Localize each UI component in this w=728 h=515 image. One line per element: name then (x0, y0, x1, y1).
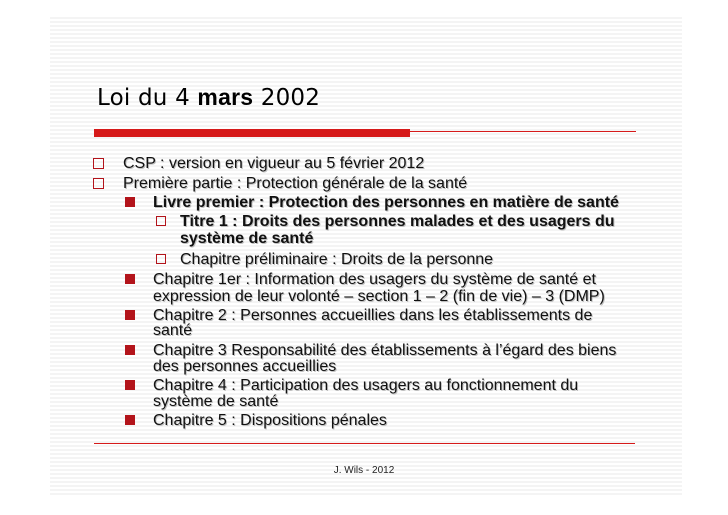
bullet-chapitre-2-line2: santé (153, 322, 193, 339)
bullet-chapitre-5: Chapitre 5 : Dispositions pénales (153, 412, 387, 429)
title-suffix: 2002 (253, 85, 321, 111)
bullet-chapitre-1-line2: expression de leur volonté – section 1 – 2 (fin de vie) – 3 (DMP) (153, 288, 605, 305)
hollow-square-bullet-icon (156, 254, 166, 264)
bullet-titre-1-line2: système de santé (180, 230, 314, 247)
filled-square-bullet-icon (125, 197, 135, 207)
slide-footer: J. Wils - 2012 (333, 465, 395, 476)
filled-square-bullet-icon (125, 345, 135, 355)
filled-square-bullet-icon (125, 310, 135, 320)
bullet-livre-premier: Livre premier : Protection des personnes en matière de santé (153, 194, 619, 211)
bullet-chapitre-1-line1: Chapitre 1er : Information des usagers du système de santé et (153, 271, 596, 288)
title-underline-line (410, 131, 636, 132)
hollow-square-bullet-icon (156, 216, 166, 226)
bullet-titre-1-line1: Titre 1 : Droits des personnes malades et des usagers du (180, 213, 615, 230)
bullet-chapitre-4-line2: système de santé (153, 393, 279, 410)
bullet-chapitre-2-line1: Chapitre 2 : Personnes accueillies dans les établissements de (153, 307, 593, 324)
footer-divider (94, 443, 635, 444)
filled-square-bullet-icon (125, 274, 135, 284)
bullet-chapitre-preliminaire: Chapitre préliminaire : Droits de la personne (180, 251, 494, 268)
filled-square-bullet-icon (125, 415, 135, 425)
title-prefix: Loi du 4 (97, 85, 198, 111)
title-underline-bar (94, 129, 410, 137)
hollow-square-bullet-icon (93, 178, 104, 189)
filled-square-bullet-icon (125, 380, 135, 390)
hollow-square-bullet-icon (93, 158, 104, 169)
bullet-chapitre-4-line1: Chapitre 4 : Participation des usagers au fonctionnement du (153, 377, 579, 394)
bullet-chapitre-3-line1: Chapitre 3 Responsabilité des établissements à l’égard des biens (153, 342, 617, 359)
slide-title (97, 84, 320, 111)
bullet-chapitre-3-line2: des personnes accueillies (153, 358, 337, 375)
bullet-premiere-partie: Première partie : Protection générale de la santé (123, 175, 468, 192)
bullet-csp: CSP : version en vigueur au 5 février 2012 (123, 155, 425, 172)
title-bold: mars (197, 84, 254, 110)
